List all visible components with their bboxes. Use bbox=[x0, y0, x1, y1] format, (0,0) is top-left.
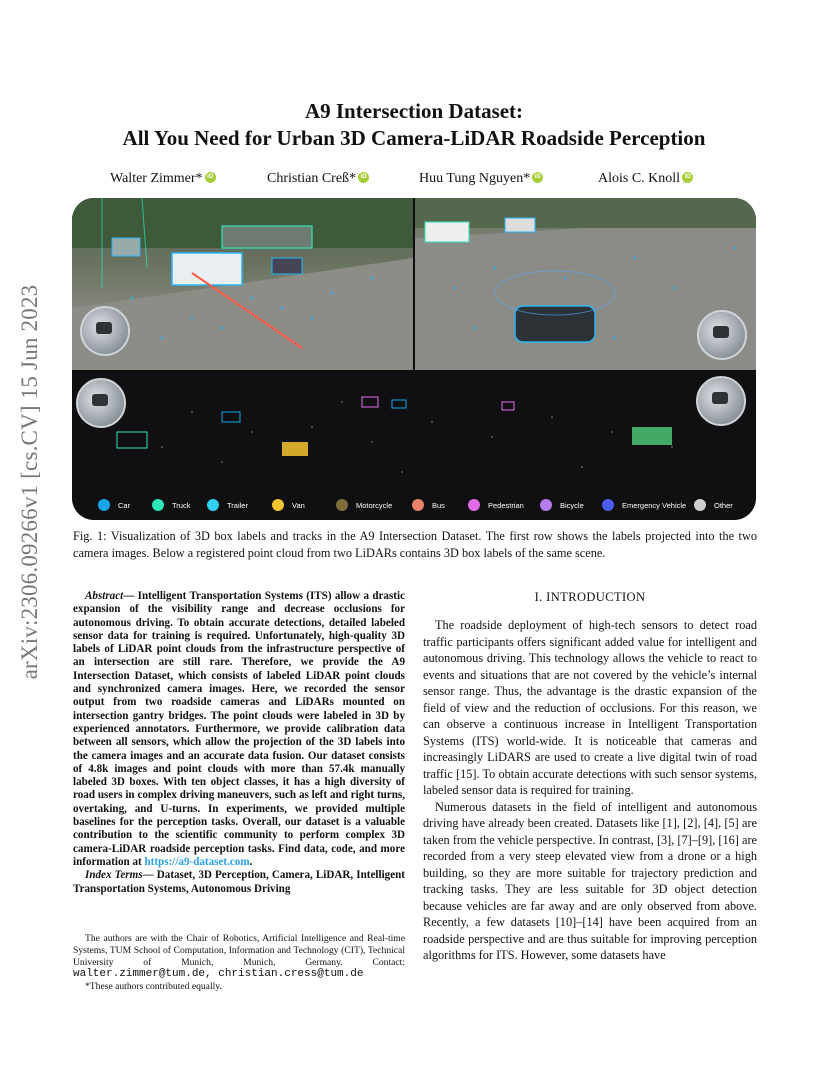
legend-item bbox=[694, 496, 733, 514]
orcid-icon[interactable]: iD bbox=[532, 172, 543, 183]
dataset-link[interactable]: https://a9-dataset.com bbox=[144, 855, 250, 868]
legend-label: Pedestrian bbox=[488, 500, 524, 510]
camera-image-left bbox=[72, 198, 413, 370]
legend-swatch bbox=[602, 499, 614, 511]
equal-contribution-footnote: *These authors contributed equally. bbox=[85, 981, 222, 993]
legend-item bbox=[207, 496, 248, 514]
figure-1 bbox=[72, 198, 756, 520]
author-1 bbox=[110, 171, 216, 187]
legend-label: Truck bbox=[172, 500, 191, 510]
legend-label: Trailer bbox=[227, 500, 248, 510]
figure-legend bbox=[72, 496, 756, 514]
footnotes bbox=[73, 933, 405, 993]
intro-paragraph-2: Numerous datasets in the field of intelligent and autonomous driving have already been created. Datasets like [1], [2], [4], [5] are taken from the vehicle perspective. In contrast, [3], [7]–[9], [16] are recorded from a very steep elevated view from a drone or a high building, so they are more suitable for trajectory prediction and tracking tasks. They are less suitable for 3D object detection because vehicles are far away and are only observed from above. Recently, a few datasets [10]–[14] have been acquired from an roadside perspective and are thus suitable for improving perception algorithms for ITS. However, some datasets have bbox=[423, 799, 757, 962]
legend-label: Emergency Vehicle bbox=[622, 500, 687, 510]
legend-label: Car bbox=[118, 500, 131, 510]
orcid-icon[interactable]: iD bbox=[682, 172, 693, 183]
abstract-end: . bbox=[249, 855, 253, 868]
legend-swatch bbox=[694, 499, 706, 511]
legend-swatch bbox=[207, 499, 219, 511]
legend-swatch bbox=[412, 499, 424, 511]
section-heading: I. INTRODUCTION bbox=[534, 590, 646, 604]
author-3 bbox=[419, 171, 543, 187]
index-terms-paragraph bbox=[73, 869, 405, 896]
title-line-1: A9 Intersection Dataset: bbox=[304, 99, 524, 123]
author-name: Huu Tung Nguyen* bbox=[419, 171, 531, 186]
legend-item bbox=[468, 496, 524, 514]
legend-item bbox=[98, 496, 130, 514]
arxiv-id-text: arXiv:2306.09266v1 [cs.CV] 15 Jun 2023 bbox=[17, 284, 42, 680]
index-terms-text: — Dataset, 3D Perception, Camera, LiDAR, Intelligent Transportation Systems, Autonomous Driving bbox=[73, 869, 405, 895]
author-name: Alois C. Knoll bbox=[598, 171, 681, 186]
legend-swatch bbox=[272, 499, 284, 511]
legend-item bbox=[412, 496, 445, 514]
legend-swatch bbox=[152, 499, 164, 511]
lidar-sensor-icon bbox=[76, 378, 126, 428]
legend-label: Motorcycle bbox=[356, 500, 393, 510]
camera-image-right bbox=[415, 198, 756, 370]
abstract-column bbox=[73, 590, 405, 896]
introduction-column bbox=[423, 617, 757, 964]
legend-swatch bbox=[98, 499, 110, 511]
legend-item bbox=[152, 496, 190, 514]
camera-sensor-icon bbox=[697, 310, 747, 360]
abstract-text: — Intelligent Transportation Systems (ITS) allow a drastic expansion of the visibility range and decrease occlusions for autonomous driving. To obtain accurate detections, detailed labeled sensor data for training is required. Unfortunately, high-quality 3D labels of LiDAR point clouds from the infrastructure perspective of an intersection are still rare. Therefore, we provide the A9 Intersection Dataset, which consists of labeled LiDAR point clouds and synchronized camera images. Here, we recorded the sensor output from two roadside cameras and LiDARs mounted on intersection gantry bridges. The point clouds were labeled in 3D by experienced annotators. Furthermore, we provide calibration data between all sensors, which allow the projection of the 3D labels into the camera images and an accurate data fusion. Our dataset consists of 4.8k images and point clouds with more than 57.4k manually labeled 3D boxes. With ten object classes, it has a high diversity of road users in complex driving maneuvers, such as left and right turns, overtaking, and U-turns. In experiments, we provided multiple baselines for the perception tasks. Overall, our dataset is a valuable contribution to the scientific community to perform complex 3D camera-LiDAR roadside perception tasks. Find data, code, and more information at bbox=[73, 590, 405, 868]
legend-swatch bbox=[336, 499, 348, 511]
legend-label: Bicycle bbox=[560, 500, 584, 510]
camera-sensor-icon bbox=[80, 306, 130, 356]
lidar-sensor-icon bbox=[696, 376, 746, 426]
legend-item bbox=[336, 496, 392, 514]
orcid-icon[interactable]: iD bbox=[358, 172, 369, 183]
affiliation-text: The authors are with the Chair of Robotics, Artificial Intelligence and Real-time Systems, TUM School of Computation, Information and Technology (CIT), Technical University of Munich, Munich, Germany. Contact: bbox=[73, 933, 405, 968]
legend-item bbox=[540, 496, 584, 514]
legend-label: Van bbox=[292, 500, 305, 510]
arxiv-side-stamp bbox=[10, 284, 50, 680]
author-2 bbox=[267, 171, 369, 187]
author-name: Walter Zimmer* bbox=[110, 171, 203, 186]
legend-label: Other bbox=[714, 500, 733, 510]
contact-emails[interactable]: walter.zimmer@tum.de, christian.cress@tum.de bbox=[73, 968, 364, 981]
legend-item bbox=[272, 496, 305, 514]
author-name: Christian Creß* bbox=[267, 171, 357, 186]
lidar-point-cloud bbox=[72, 372, 756, 520]
legend-swatch bbox=[468, 499, 480, 511]
orcid-icon[interactable]: iD bbox=[205, 172, 216, 183]
title-line-2: All You Need for Urban 3D Camera-LiDAR Roadside Perception bbox=[122, 126, 706, 150]
intro-paragraph-1: The roadside deployment of high-tech sensors to detect road traffic participants offers significant added value for intelligent and autonomous driving. This technology allows the vehicle to react to events and situations that are not covered by the vehicle’s internal sensor range. Thus, the advantage is the drastic expansion of the field of view and the reduction of occlusions. For this reason, we can observe a continuous increase in Intelligent Transportation Systems (ITS) world-wide. It is noticeable that cameras and increasingly LiDARS are used to create a live digital twin of road traffic [15]. To obtain accurate detections with such sensor systems, labeled sensor data is required for training. bbox=[423, 618, 757, 797]
abstract-label: Abstract bbox=[85, 590, 124, 602]
abstract-paragraph bbox=[73, 590, 405, 869]
legend-item bbox=[602, 496, 686, 514]
paper-title bbox=[0, 98, 828, 152]
figure-caption: Fig. 1: Visualization of 3D box labels and tracks in the A9 Intersection Dataset. The first row shows the labels projected into the two camera images. Below a registered point cloud from two LiDARs contains 3D box labels of the same scene. bbox=[73, 529, 757, 560]
legend-label: Bus bbox=[432, 500, 445, 510]
author-4 bbox=[598, 171, 693, 187]
legend-swatch bbox=[540, 499, 552, 511]
index-terms-label: Index Terms bbox=[85, 869, 143, 882]
affiliation-footnote bbox=[73, 933, 405, 981]
